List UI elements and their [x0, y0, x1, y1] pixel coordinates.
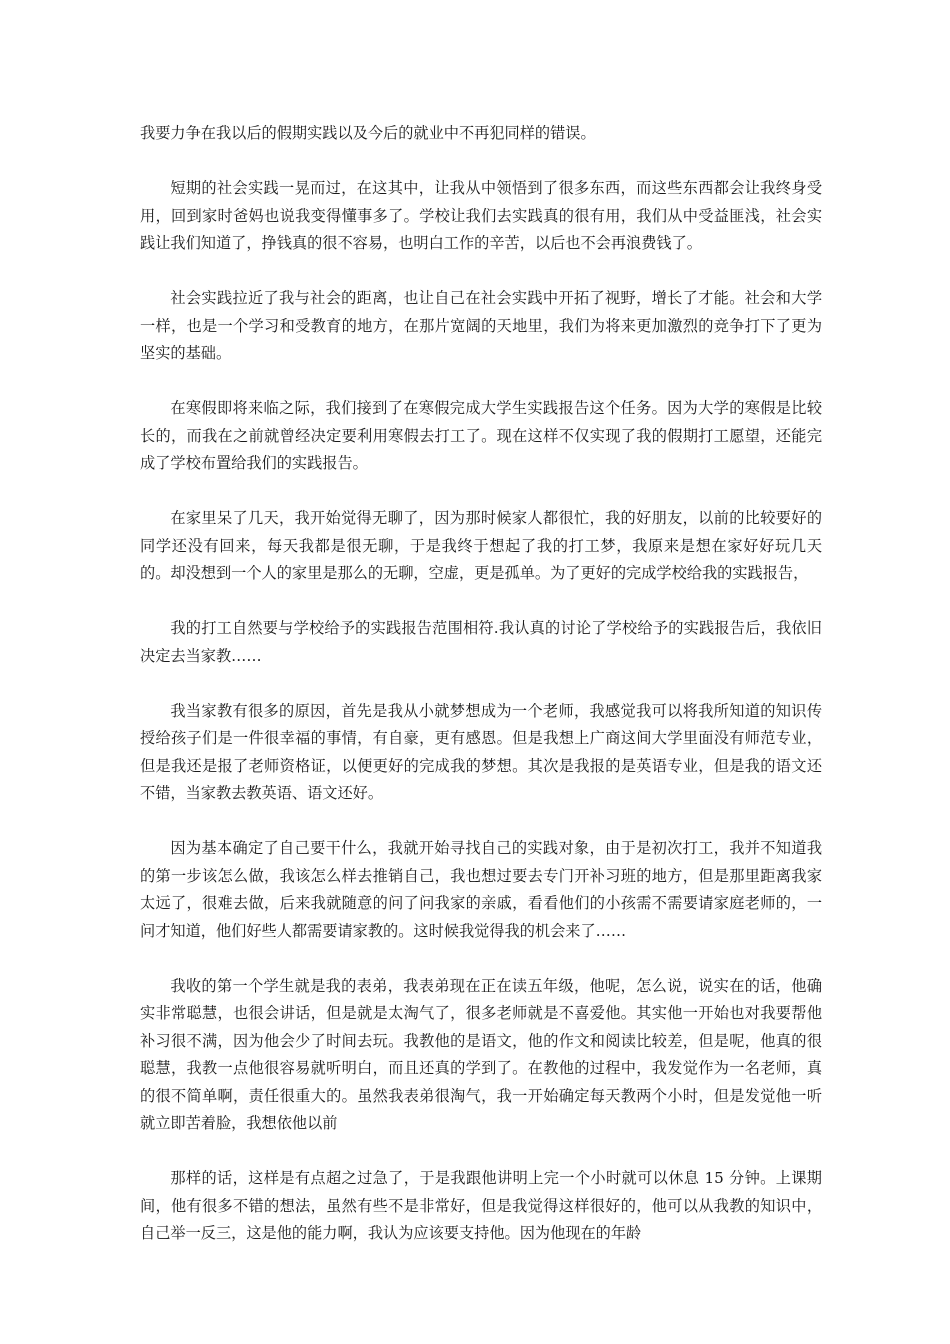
paragraph-8: 因为基本确定了自己要干什么，我就开始寻找自己的实践对象，由于是初次打工，我并不知道我的第一步该怎么做，我该怎么样去推销自己，我也想过要去专门开补习班的地方，但是那里距离我家太远了，很难去做，后来我就随意的问了问我家的亲戚，看看他们的小孩需不需要请家庭老师的，一问才知道，他们好些人都需要请家教的。这时候我觉得我的机会来了…… — [140, 839, 822, 940]
paragraph-3: 社会实践拉近了我与社会的距离，也让自己在社会实践中开拓了视野，增长了才能。社会和大学一样，也是一个学习和受教育的地方，在那片宽阔的天地里，我们为将来更加激烈的竞争打下了更为坚实的基础。 — [140, 289, 822, 362]
paragraph-9: 我收的第一个学生就是我的表弟，我表弟现在正在读五年级，他呢，怎么说，说实在的话，他确实非常聪慧，也很会讲话，但是就是太淘气了，很多老师就是不喜爱他。其实他一开始也对我要帮他补习很不满，因为他会少了时间去玩。我教他的是语文，他的作文和阅读比较差，但是呢，他真的很聪慧，我教一点他很容易就听明白，而且还真的学到了。在教他的过程中，我发觉作为一名老师，真的很不简单啊，责任很重大的。虽然我表弟很淘气，我一开始确定每天教两个小时，但是发觉他一听就立即苦着脸，我想依他以前 — [140, 976, 822, 1132]
document-page — [140, 120, 822, 1275]
paragraph-1: 我要力争在我以后的假期实践以及今后的就业中不再犯同样的错误。 — [140, 124, 596, 142]
paragraph-10: 那样的话，这样是有点超之过急了，于是我跟他讲明上完一个小时就可以休息 15 分钟。上课期间，他有很多不错的想法，虽然有些不是非常好，但是我觉得这样很好的，他可以从我教的知识中，自己举一反三，这是他的能力啊，我认为应该要支持他。因为他现在的年龄 — [140, 1169, 822, 1242]
paragraph-2: 短期的社会实践一晃而过，在这其中，让我从中领悟到了很多东西，而这些东西都会让我终身受用，回到家时爸妈也说我变得懂事多了。学校让我们去实践真的很有用，我们从中受益匪浅，社会实践让我们知道了，挣钱真的很不容易，也明白工作的辛苦，以后也不会再浪费钱了。 — [140, 179, 822, 252]
paragraph-4: 在寒假即将来临之际，我们接到了在寒假完成大学生实践报告这个任务。因为大学的寒假是比较长的，而我在之前就曾经决定要利用寒假去打工了。现在这样不仅实现了我的假期打工愿望，还能完成了学校布置给我们的实践报告。 — [140, 399, 822, 472]
paragraph-7: 我当家教有很多的原因，首先是我从小就梦想成为一个老师，我感觉我可以将我所知道的知识传授给孩子们是一件很幸福的事情，有自豪，更有感恩。但是我想上广商这间大学里面没有师范专业，但是我还是报了老师资格证，以便更好的完成我的梦想。其次是我报的是英语专业，但是我的语文还不错，当家教去教英语、语文还好。 — [140, 701, 822, 802]
paragraph-6: 我的打工自然要与学校给予的实践报告范围相符.我认真的讨论了学校给予的实践报告后，我依旧决定去当家教…… — [140, 619, 822, 665]
paragraph-5: 在家里呆了几天，我开始觉得无聊了，因为那时候家人都很忙，我的好朋友，以前的比较要好的同学还没有回来，每天我都是很无聊，于是我终于想起了我的打工梦，我原来是想在家好好玩几天的。却没想到一个人的家里是那么的无聊，空虚，更是孤单。为了更好的完成学校给我的实践报告， — [140, 509, 822, 582]
